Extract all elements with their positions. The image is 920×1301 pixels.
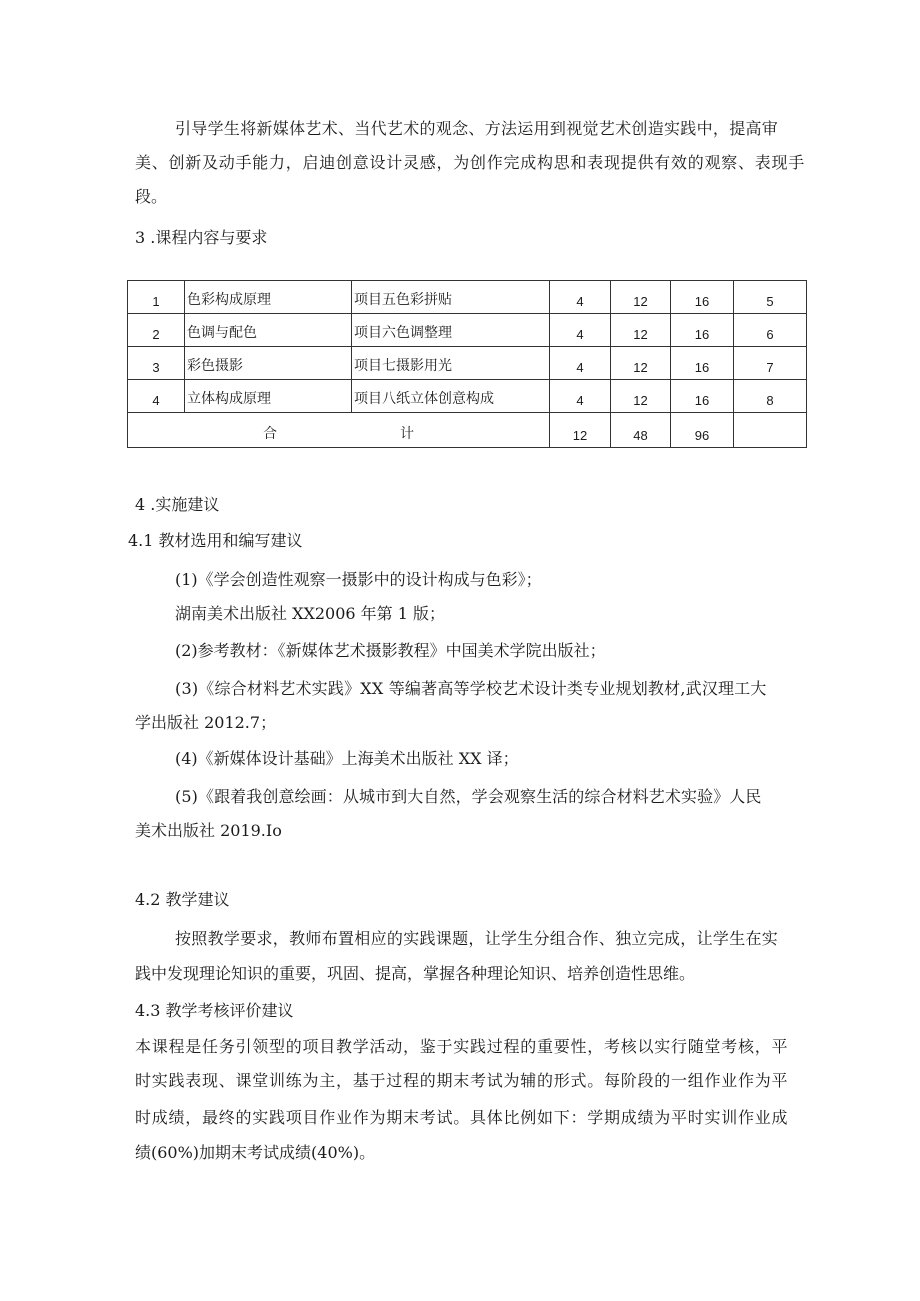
total-value [734, 413, 807, 448]
textbook-item-5-cont: 美术出版社 2019.Io [135, 821, 282, 840]
row-value: 12 [611, 347, 671, 380]
section-4-1-heading: 4.1 教材选用和编写建议 [128, 531, 303, 550]
textbook-item-1: (1)《学会创造性观察一摄影中的设计构成与色彩》； [175, 570, 542, 589]
row-value: 5 [734, 281, 807, 314]
assessment-line-4: 绩(60%)加期末考试成绩(40%)。 [135, 1143, 376, 1162]
row-number: 3 [128, 347, 185, 380]
row-number: 1 [128, 281, 185, 314]
table-row [128, 314, 807, 347]
section-4-3-heading: 4.3 教学考核评价建议 [135, 1001, 294, 1020]
row-value: 16 [671, 281, 734, 314]
row-principle: 彩色摄影 [185, 347, 352, 380]
row-project: 项目五色彩拼贴 [352, 281, 550, 314]
row-project: 项目八纸立体创意构成 [352, 380, 550, 413]
table-total-row [128, 413, 807, 448]
assessment-line-1: 本课程是任务引领型的项目教学活动，鉴于实践过程的重要性，考核以实行随堂考核，平 [135, 1037, 789, 1056]
row-principle: 立体构成原理 [185, 380, 352, 413]
total-label-he: 合 [263, 426, 277, 442]
row-value: 8 [734, 380, 807, 413]
section-4-heading: 4 .实施建议 [135, 495, 220, 514]
teaching-line-1: 按照教学要求，教师布置相应的实践课题，让学生分组合作、独立完成，让学生在实 [175, 929, 779, 948]
total-value: 48 [611, 413, 671, 448]
row-project: 项目六色调整理 [352, 314, 550, 347]
intro-line-3: 段。 [135, 187, 168, 206]
row-value: 12 [611, 281, 671, 314]
row-value: 4 [550, 380, 611, 413]
assessment-line-3: 时成绩，最终的实践项目作业作为期末考试。具体比例如下：学期成绩为平时实训作业成 [135, 1108, 789, 1127]
textbook-item-2: (2)参考教材：《新媒体艺术摄影教程》中国美术学院出版社； [175, 641, 606, 660]
table-row [128, 347, 807, 380]
row-principle: 色调与配色 [185, 314, 352, 347]
total-label-ji: 计 [400, 426, 414, 442]
row-number: 4 [128, 380, 185, 413]
row-principle: 色彩构成原理 [185, 281, 352, 314]
assessment-line-2: 时实践表现、课堂训练为主，基于过程的期末考试为辅的形式。每阶段的一组作业作为平 [135, 1071, 789, 1090]
total-value: 96 [671, 413, 734, 448]
textbook-item-3: (3)《综合材料艺术实践》XX 等编著高等学校艺术设计类专业规划教材,武汉理工大 [175, 679, 767, 698]
row-value: 4 [550, 281, 611, 314]
section-3-heading: 3 .课程内容与要求 [135, 228, 268, 247]
row-value: 4 [550, 347, 611, 380]
textbook-item-5: (5)《跟着我创意绘画：从城市到大自然，学会观察生活的综合材料艺术实验》人民 [175, 787, 762, 806]
row-value: 6 [734, 314, 807, 347]
row-value: 12 [611, 380, 671, 413]
table-row [128, 380, 807, 413]
row-project: 项目七摄影用光 [352, 347, 550, 380]
section-4-2-heading: 4.2 教学建议 [135, 890, 230, 909]
row-value: 16 [671, 314, 734, 347]
intro-line-1: 引导学生将新媒体艺术、当代艺术的观念、方法运用到视觉艺术创造实践中，提高审 [175, 119, 779, 138]
row-number: 2 [128, 314, 185, 347]
textbook-item-4: (4)《新媒体设计基础》上海美术出版社 XX 译； [175, 749, 519, 768]
table-row [128, 281, 807, 314]
row-value: 4 [550, 314, 611, 347]
row-value: 12 [611, 314, 671, 347]
total-value: 12 [550, 413, 611, 448]
total-label-cell [128, 413, 550, 448]
course-table [127, 280, 807, 448]
textbook-item-1-publisher: 湖南美术出版社 XX2006 年第 1 版； [175, 604, 446, 623]
teaching-line-2: 践中发现理论知识的重要，巩固、提高，掌握各种理论知识、培养创造性思维。 [135, 964, 696, 983]
row-value: 16 [671, 380, 734, 413]
row-value: 7 [734, 347, 807, 380]
textbook-item-3-cont: 学出版社 2012.7； [135, 713, 277, 732]
row-value: 16 [671, 347, 734, 380]
intro-line-2: 美、创新及动手能力，启迪创意设计灵感，为创作完成构思和表现提供有效的观察、表现手 [135, 153, 806, 172]
